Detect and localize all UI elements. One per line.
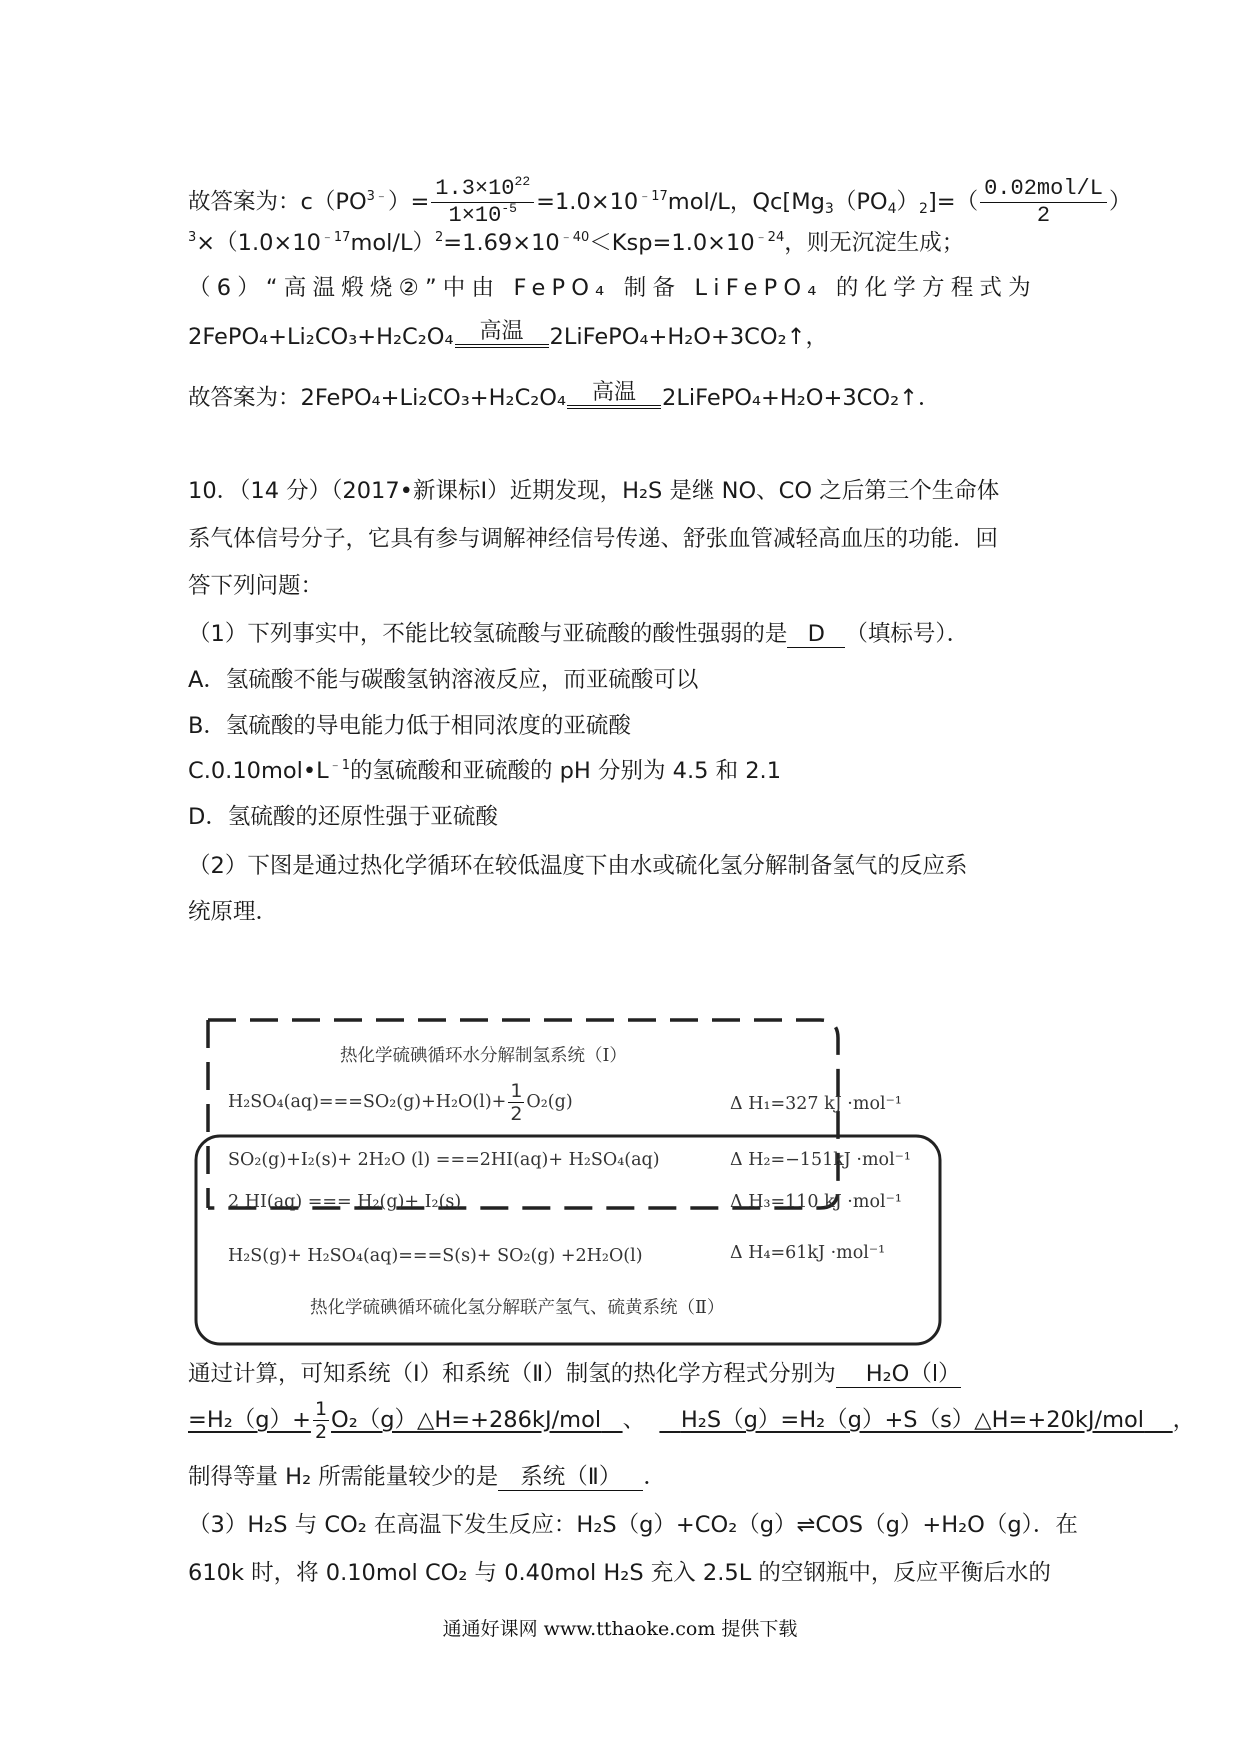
answer-blank-3: 系统（Ⅱ） [498,1464,643,1491]
answer-2b-equation: H₂S（g）=H₂（g）+S（s）△H=+20kJ/mol [680,1407,1145,1433]
reaction-1-equation: H₂SO₄(aq)===SO₂(g)+H₂O(l)+ $\frac{1}{2}$ O₂(g) [228,1080,573,1125]
option-c: $C.0.10mol•L^{﹣1}$的氢硫酸和亚硫酸的 pH 分别为 4.5 和 2.1 [188,758,782,784]
question-6-equation: 2FePO₄+Li₂CO₃+H₂C₂O₄ 高温 2LiFePO₄+H₂O+3CO₂↑， [188,319,828,350]
part-3-line-1: （3）H₂S 与 CO₂ 在高温下发生反应：H₂S（g）+CO₂（g）⇌COS（g）+H₂O（g）．在 [188,1512,1078,1538]
system-1-title: 热化学硫碘循环水分解制氢系统（Ⅰ） [340,1046,627,1066]
option-d: D．氢硫酸的还原性强于亚硫酸 [188,804,498,830]
answer-2a-equation: =H₂（g）+ $\frac{1}{2}$ O₂（g）△H=+286kJ/mol [188,1398,602,1443]
option-a: A．氢硫酸不能与碳酸氢钠溶液反应，而亚硫酸可以 [188,667,699,693]
answer-6-equation: 故答案为：2FePO₄+Li₂CO₃+H₂C₂O₄ 高温 2LiFePO₄+H₂O+3CO₂↑． [188,380,941,411]
part-1-question: （1）下列事实中，不能比较氢硫酸与亚硫酸的酸性强弱的是 D （填标号）． [188,621,970,647]
reaction-2-equation: SO₂(g)+I₂(s)+ 2H₂O (l) ===2HI(aq)+ H₂SO₄(aq) [228,1150,660,1170]
reaction-4-equation: H₂S(g)+ H₂SO₄(aq)===S(s)+ SO₂(g) +2H₂O(l) [228,1246,643,1266]
system-2-title: 热化学硫碘循环硫化氢分解联产氢气、硫黄系统（Ⅱ） [310,1298,725,1318]
reaction-3-enthalpy: Δ H₃=110 kJ ·mol⁻¹ [730,1192,902,1212]
reaction-2-enthalpy: Δ H₂=−151kJ ·mol⁻¹ [730,1150,911,1170]
page-footer: 通通好课网 www.tthaoke.com 提供下载 [442,1618,798,1640]
reaction-4-enthalpy: Δ H₄=61kJ ·mol⁻¹ [730,1243,886,1263]
answer-blank-1: D [787,621,845,648]
question-10-line-2: 系气体信号分子，它具有参与调解神经信号传递、舒张血管减轻高血压的功能．回 [188,526,999,552]
answer-blank-2a: H₂O（l） [836,1361,961,1388]
solution-5-line-2: $^3\times(1.0\times 10^{﹣17}mol/L)^2=1.69\times 10^{﹣40}<Ksp=1.0\times 10^{﹣24}$，则无沉淀生成； [188,230,965,256]
reaction-condition: 高温 [455,320,549,348]
system-equations-line-2: =H₂（g）+ $\frac{1}{2}$ O₂（g）△H=+286kJ/mol 、 H₂S（g）=H₂（g）+S（s）△H=+20kJ/mol ， [188,1398,1196,1443]
energy-comparison-line: 制得等量 H₂ 所需能量较少的是 系统（Ⅱ） ． [188,1464,666,1490]
concentration-fraction: $\frac{1.3\times 10^{22}}{1\times 10^{-5}}$ [431,176,534,229]
reaction-1-enthalpy: Δ H₁=327 kJ ·mol⁻¹ [730,1094,902,1114]
reaction-3-equation: 2 HI(aq) === H₂(g)+ I₂(s) [228,1192,462,1212]
option-b: B．氢硫酸的导电能力低于相同浓度的亚硫酸 [188,713,631,739]
thermochemical-cycle-diagram [190,1010,950,1348]
mg-concentration-fraction: $\frac{\text{0.02mol/L}}{2}$ [980,176,1107,229]
part-2-line-2: 统原理． [188,899,279,925]
reaction-condition: 高温 [567,381,661,409]
part-2-line-1: （2）下图是通过热化学循环在较低温度下由水或硫化氢分解制备氢气的反应系 [188,853,968,879]
solution-5-line-1: 故答案为：$c(PO^{3﹣})=$ $\frac{1.3\times 10^{22}}{1\times 10^{-5}}$ $=1.0\times 10^{﹣17}mol/L$，$Qc[Mg_3(PO_4)_2]=$（ $\frac{\text{0.02mol/L}}{2}$ ） [188,174,1132,228]
question-6-line: （6）“高温煅烧②”中由 FePO₄ 制备 LiFePO₄ 的化学方程式为 [188,275,1037,301]
part-3-line-2: 610k 时，将 0.10mol CO₂ 与 0.40mol H₂S 充入 2.5L 的空钢瓶中，反应平衡后水的 [188,1560,1051,1586]
question-10-line-3: 答下列问题： [188,573,324,599]
question-10-line-1: 10．（14 分）（2017•新课标Ⅰ）近期发现，H₂S 是继 NO、CO 之后第三个生命体 [188,478,1000,504]
system-equations-line-1: 通过计算，可知系统（Ⅰ）和系统（Ⅱ）制氢的热化学方程式分别为 H₂O（l） [188,1361,961,1387]
